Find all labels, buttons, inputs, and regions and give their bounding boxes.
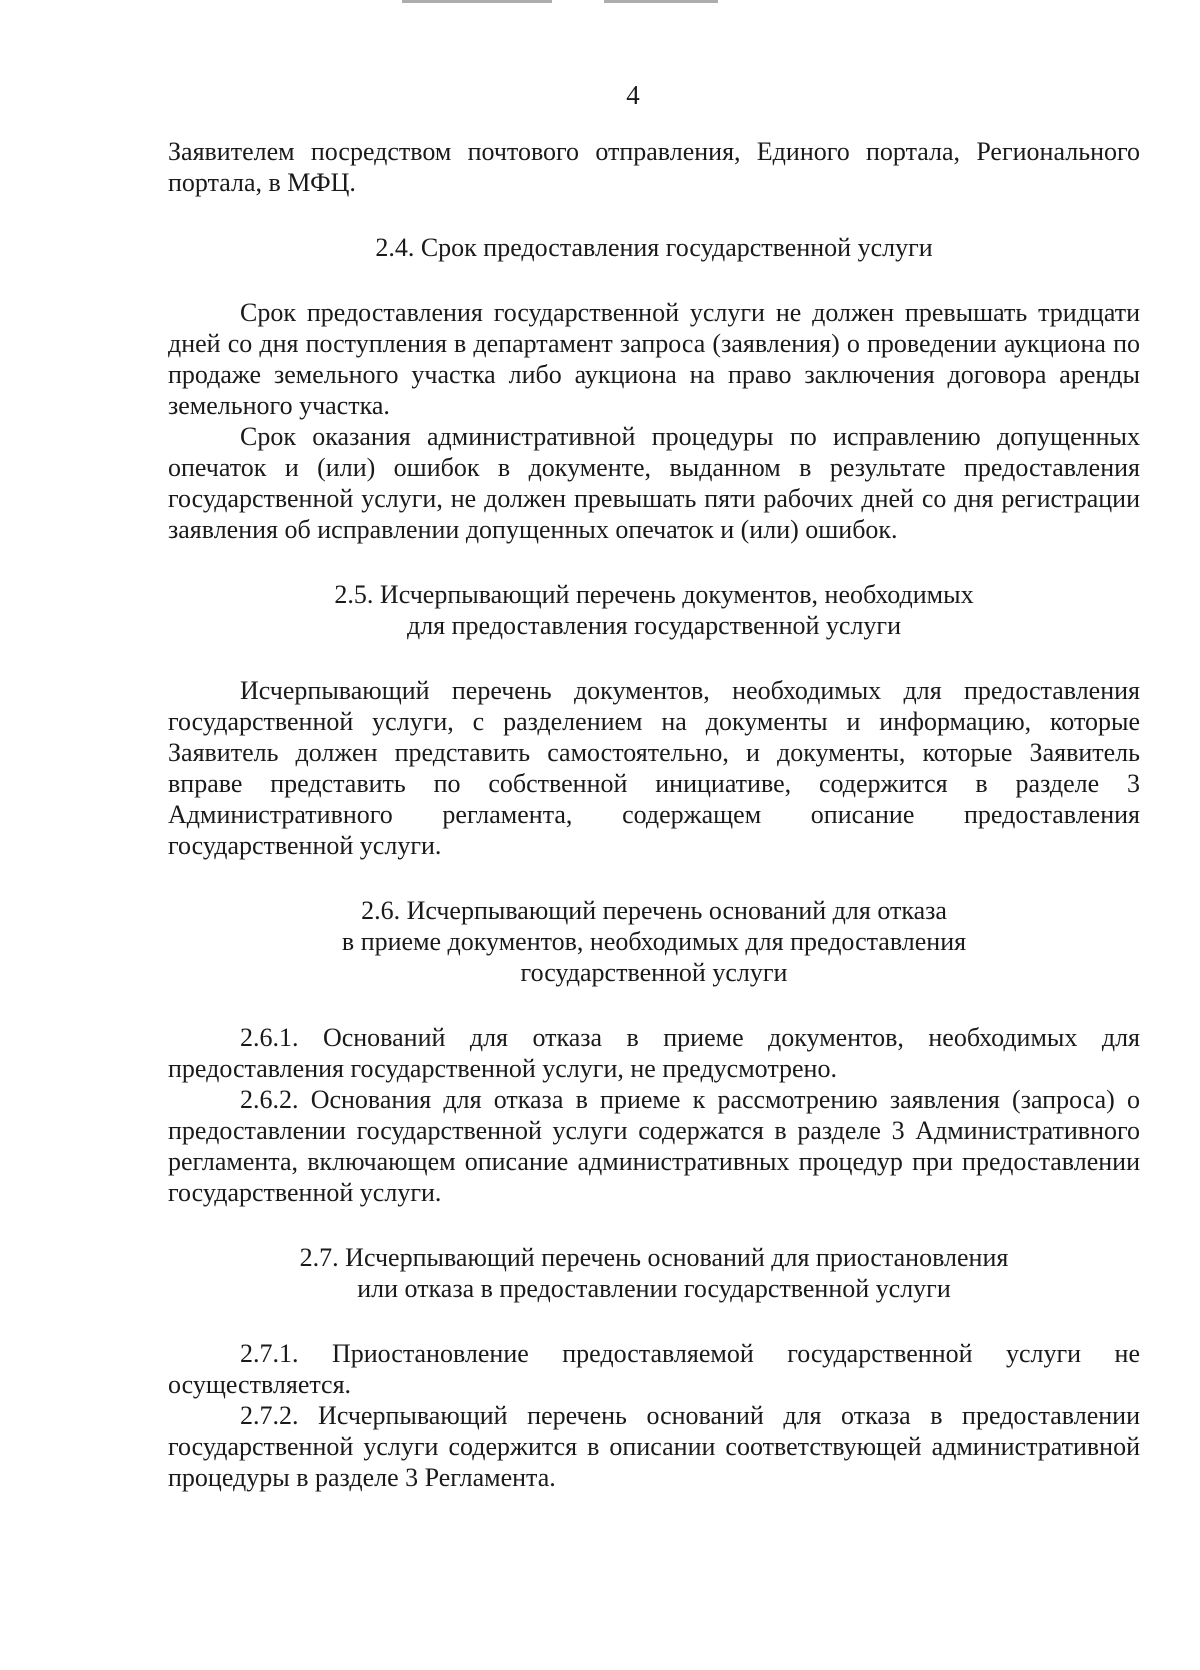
section-2-5-heading — [168, 579, 1140, 641]
heading-line: 2.5. Исчерпывающий перечень документов, необходимых — [334, 580, 974, 609]
section-2-7-paragraph-1: 2.7.1. Приостановление предоставляемой государственной услуги не осуществляется. — [168, 1339, 1140, 1399]
section-2-6-paragraph-2: 2.6.2. Основания для отказа в приеме к рассмотрению заявления (запроса) о предоставлении государственной услуги содержатся в разделе 3 Административного регламента, включающем описание административных процедур при предоставлении государственной услуги. — [168, 1085, 1140, 1207]
section-2-6-heading — [168, 895, 1140, 988]
intro-paragraph: Заявителем посредством почтового отправления, Единого портала, Регионального портала, в МФЦ. — [168, 137, 1140, 197]
section-2-4-paragraph-1: Срок предоставления государственной услуги не должен превышать тридцати дней со дня поступления в департамент запроса (заявления) о проведении аукциона по продаже земельного участка либо аукциона на право заключения договора аренды земельного участка. — [168, 298, 1140, 420]
scan-artifact-left — [402, 0, 552, 3]
heading-line: 2.7. Исчерпывающий перечень оснований для приостановления — [299, 1243, 1009, 1272]
scan-artifact-right — [604, 0, 718, 3]
section-2-7-paragraph-2: 2.7.2. Исчерпывающий перечень оснований для отказа в предоставлении государственной услуги содержится в описании соответствующей административной процедуры в разделе 3 Регламента. — [168, 1401, 1140, 1492]
heading-line: государственной услуги — [520, 958, 788, 987]
heading-line: в приеме документов, необходимых для предоставления — [341, 927, 967, 956]
heading-line: 2.6. Исчерпывающий перечень оснований для отказа — [361, 896, 947, 925]
heading-line: или отказа в предоставлении государственной услуги — [357, 1274, 951, 1303]
section-2-4-heading — [168, 232, 1140, 263]
heading-line: для предоставления государственной услуги — [406, 611, 902, 640]
document-body — [168, 136, 1140, 1493]
heading-line: 2.4. Срок предоставления государственной услуги — [375, 233, 933, 262]
section-2-4-paragraph-2: Срок оказания административной процедуры по исправлению допущенных опечаток и (или) ошибок в документе, выданном в результате предоставления государственной услуги, не должен превышать пяти рабочих дней со дня регистрации заявления об исправлении допущенных опечаток и (или) ошибок. — [168, 422, 1140, 544]
page-number: 4 — [626, 80, 640, 110]
section-2-5-paragraph-1: Исчерпывающий перечень документов, необходимых для предоставления государственной услуги, с разделением на документы и информацию, которые Заявитель должен представить самостоятельно, и документы, которые Заявитель вправе представить по собственной инициативе, содержится в разделе 3 Административного регламента, содержащем описание предоставления государственной услуги. — [168, 676, 1140, 860]
section-2-7-heading — [168, 1242, 1140, 1304]
section-2-6-paragraph-1: 2.6.1. Оснований для отказа в приеме документов, необходимых для предоставления государственной услуги, не предусмотрено. — [168, 1023, 1140, 1083]
